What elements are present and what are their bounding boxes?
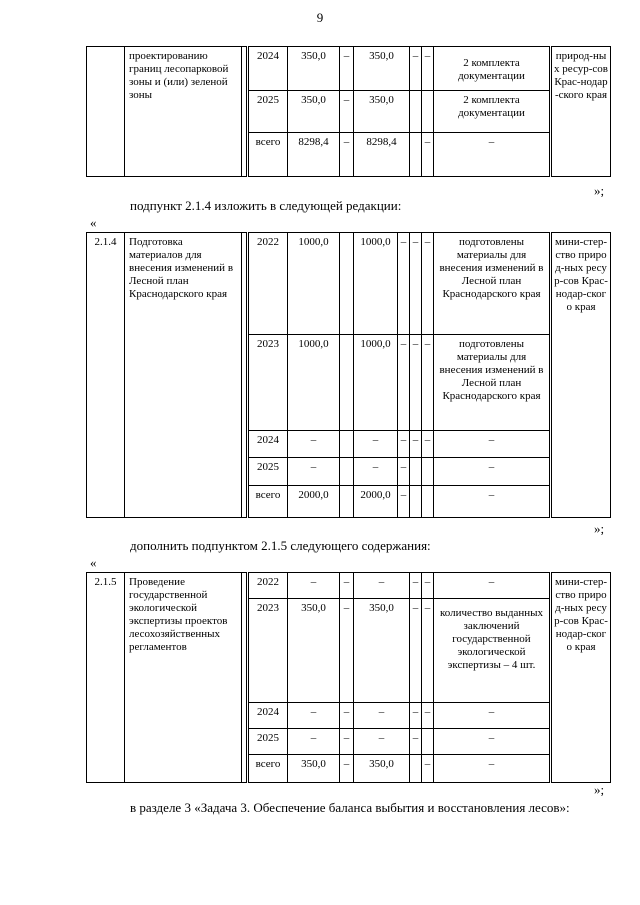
local-cell: [410, 133, 422, 177]
result-cell: –: [434, 729, 551, 755]
closing-quote: »;: [594, 521, 605, 536]
regional-cell: 350,0: [354, 47, 410, 91]
federal-cell: [340, 486, 354, 518]
regional-cell: 1000,0: [354, 335, 398, 431]
local-cell: –: [398, 486, 410, 518]
extra-cell: [422, 486, 434, 518]
result-cell: –: [434, 486, 551, 518]
year-cell: 2025: [248, 729, 288, 755]
total-cell: 8298,4: [288, 133, 340, 177]
federal-cell: –: [340, 729, 354, 755]
federal-cell: –: [340, 133, 354, 177]
total-cell: 350,0: [288, 755, 340, 783]
opening-quote: «: [90, 215, 97, 230]
closing-quote: »;: [594, 782, 605, 797]
table-2-1-5: [86, 572, 611, 783]
result-cell: 2 комплекта документации: [434, 91, 551, 133]
other-cell: –: [422, 703, 434, 729]
result-cell: подготовлены материалы для внесения изменений в Лесной план Краснодарского края: [434, 233, 551, 335]
regional-cell: 8298,4: [354, 133, 410, 177]
result-cell: –: [434, 573, 551, 599]
total-cell: –: [288, 729, 340, 755]
federal-cell: [340, 431, 354, 458]
other-cell: –: [422, 599, 434, 703]
year-cell: всего: [248, 486, 288, 518]
opening-quote: «: [90, 555, 97, 570]
extra-cell: –: [422, 233, 434, 335]
extra-cell: [422, 458, 434, 486]
total-cell: –: [288, 573, 340, 599]
total-cell: 2000,0: [288, 486, 340, 518]
code-cell: 2.1.4: [87, 233, 125, 518]
federal-cell: [340, 458, 354, 486]
local-cell: [410, 91, 422, 133]
instruction-text: в разделе 3 «Задача 3. Обеспечение баланса выбытия и восстановления лесов»:: [130, 800, 570, 815]
local-cell: –: [410, 47, 422, 91]
year-cell: 2025: [248, 91, 288, 133]
other-cell: –: [422, 133, 434, 177]
result-cell: –: [434, 755, 551, 783]
federal-cell: –: [340, 755, 354, 783]
year-cell: 2022: [248, 233, 288, 335]
regional-cell: 1000,0: [354, 233, 398, 335]
local-cell: –: [398, 335, 410, 431]
federal-cell: –: [340, 703, 354, 729]
result-cell: –: [434, 458, 551, 486]
federal-cell: –: [340, 573, 354, 599]
regional-cell: 350,0: [354, 755, 410, 783]
regional-cell: –: [354, 729, 410, 755]
extra-cell: –: [422, 335, 434, 431]
regional-cell: –: [354, 703, 410, 729]
measure-name: Подготовка материалов для внесения изменений в Лесной план Краснодарского края: [125, 233, 242, 518]
other-cell: –: [410, 335, 422, 431]
table-2-1-4: [86, 232, 611, 518]
result-cell: количество выданных заключений государственной экологической экспертизы – 4 шт.: [434, 599, 551, 703]
local-cell: –: [410, 703, 422, 729]
total-cell: 1000,0: [288, 233, 340, 335]
executor-cell: природ-ных ресур-сов Крас-нодар-ского края: [551, 47, 611, 177]
other-cell: [410, 486, 422, 518]
total-cell: 350,0: [288, 91, 340, 133]
executor-cell: мини-стер-ство природ-ных ресур-сов Крас-нодар-ского края: [551, 233, 611, 518]
total-cell: 1000,0: [288, 335, 340, 431]
result-cell: –: [434, 133, 551, 177]
other-cell: –: [410, 233, 422, 335]
regional-cell: –: [354, 431, 398, 458]
other-cell: [422, 91, 434, 133]
result-cell: 2 комплекта документации: [434, 47, 551, 91]
regional-cell: –: [354, 573, 410, 599]
year-cell: 2023: [248, 335, 288, 431]
instruction-paragraph: дополнить подпунктом 2.1.5 следующего содержания:: [130, 538, 431, 553]
page-number: 9: [316, 10, 324, 25]
table-continuation: [86, 46, 611, 177]
total-cell: –: [288, 458, 340, 486]
code-cell: [87, 47, 125, 177]
federal-cell: [340, 335, 354, 431]
regional-cell: 2000,0: [354, 486, 398, 518]
other-cell: [410, 458, 422, 486]
total-cell: –: [288, 703, 340, 729]
year-cell: 2024: [248, 431, 288, 458]
extra-cell: –: [422, 431, 434, 458]
measure-name: Проведение государственной экологической экспертизы проектов лесохозяйственных регламентов: [125, 573, 242, 783]
local-cell: –: [410, 729, 422, 755]
other-cell: [422, 729, 434, 755]
local-cell: –: [410, 599, 422, 703]
federal-cell: –: [340, 599, 354, 703]
year-cell: 2022: [248, 573, 288, 599]
year-cell: 2024: [248, 703, 288, 729]
measure-name: проектированию границ лесопарковой зоны и (или) зеленой зоны: [125, 47, 242, 177]
other-cell: –: [422, 47, 434, 91]
instruction-paragraph: подпункт 2.1.4 изложить в следующей редакции:: [130, 198, 402, 213]
other-cell: –: [422, 573, 434, 599]
regional-cell: 350,0: [354, 599, 410, 703]
year-cell: 2025: [248, 458, 288, 486]
total-cell: –: [288, 431, 340, 458]
instruction-paragraph: [86, 798, 610, 817]
result-cell: –: [434, 431, 551, 458]
executor-cell: мини-стер-ство природ-ных ресур-сов Крас-нодар-ского края: [551, 573, 611, 783]
other-cell: –: [410, 431, 422, 458]
year-cell: 2023: [248, 599, 288, 703]
year-cell: всего: [248, 133, 288, 177]
regional-cell: –: [354, 458, 398, 486]
total-cell: 350,0: [288, 47, 340, 91]
result-cell: подготовлены материалы для внесения изменений в Лесной план Краснодарского края: [434, 335, 551, 431]
local-cell: –: [398, 458, 410, 486]
local-cell: –: [410, 573, 422, 599]
local-cell: [410, 755, 422, 783]
federal-cell: [340, 233, 354, 335]
federal-cell: –: [340, 91, 354, 133]
local-cell: –: [398, 233, 410, 335]
federal-cell: –: [340, 47, 354, 91]
closing-quote: »;: [594, 183, 605, 198]
regional-cell: 350,0: [354, 91, 410, 133]
code-cell: 2.1.5: [87, 573, 125, 783]
year-cell: 2024: [248, 47, 288, 91]
total-cell: 350,0: [288, 599, 340, 703]
local-cell: –: [398, 431, 410, 458]
year-cell: всего: [248, 755, 288, 783]
result-cell: –: [434, 703, 551, 729]
other-cell: –: [422, 755, 434, 783]
